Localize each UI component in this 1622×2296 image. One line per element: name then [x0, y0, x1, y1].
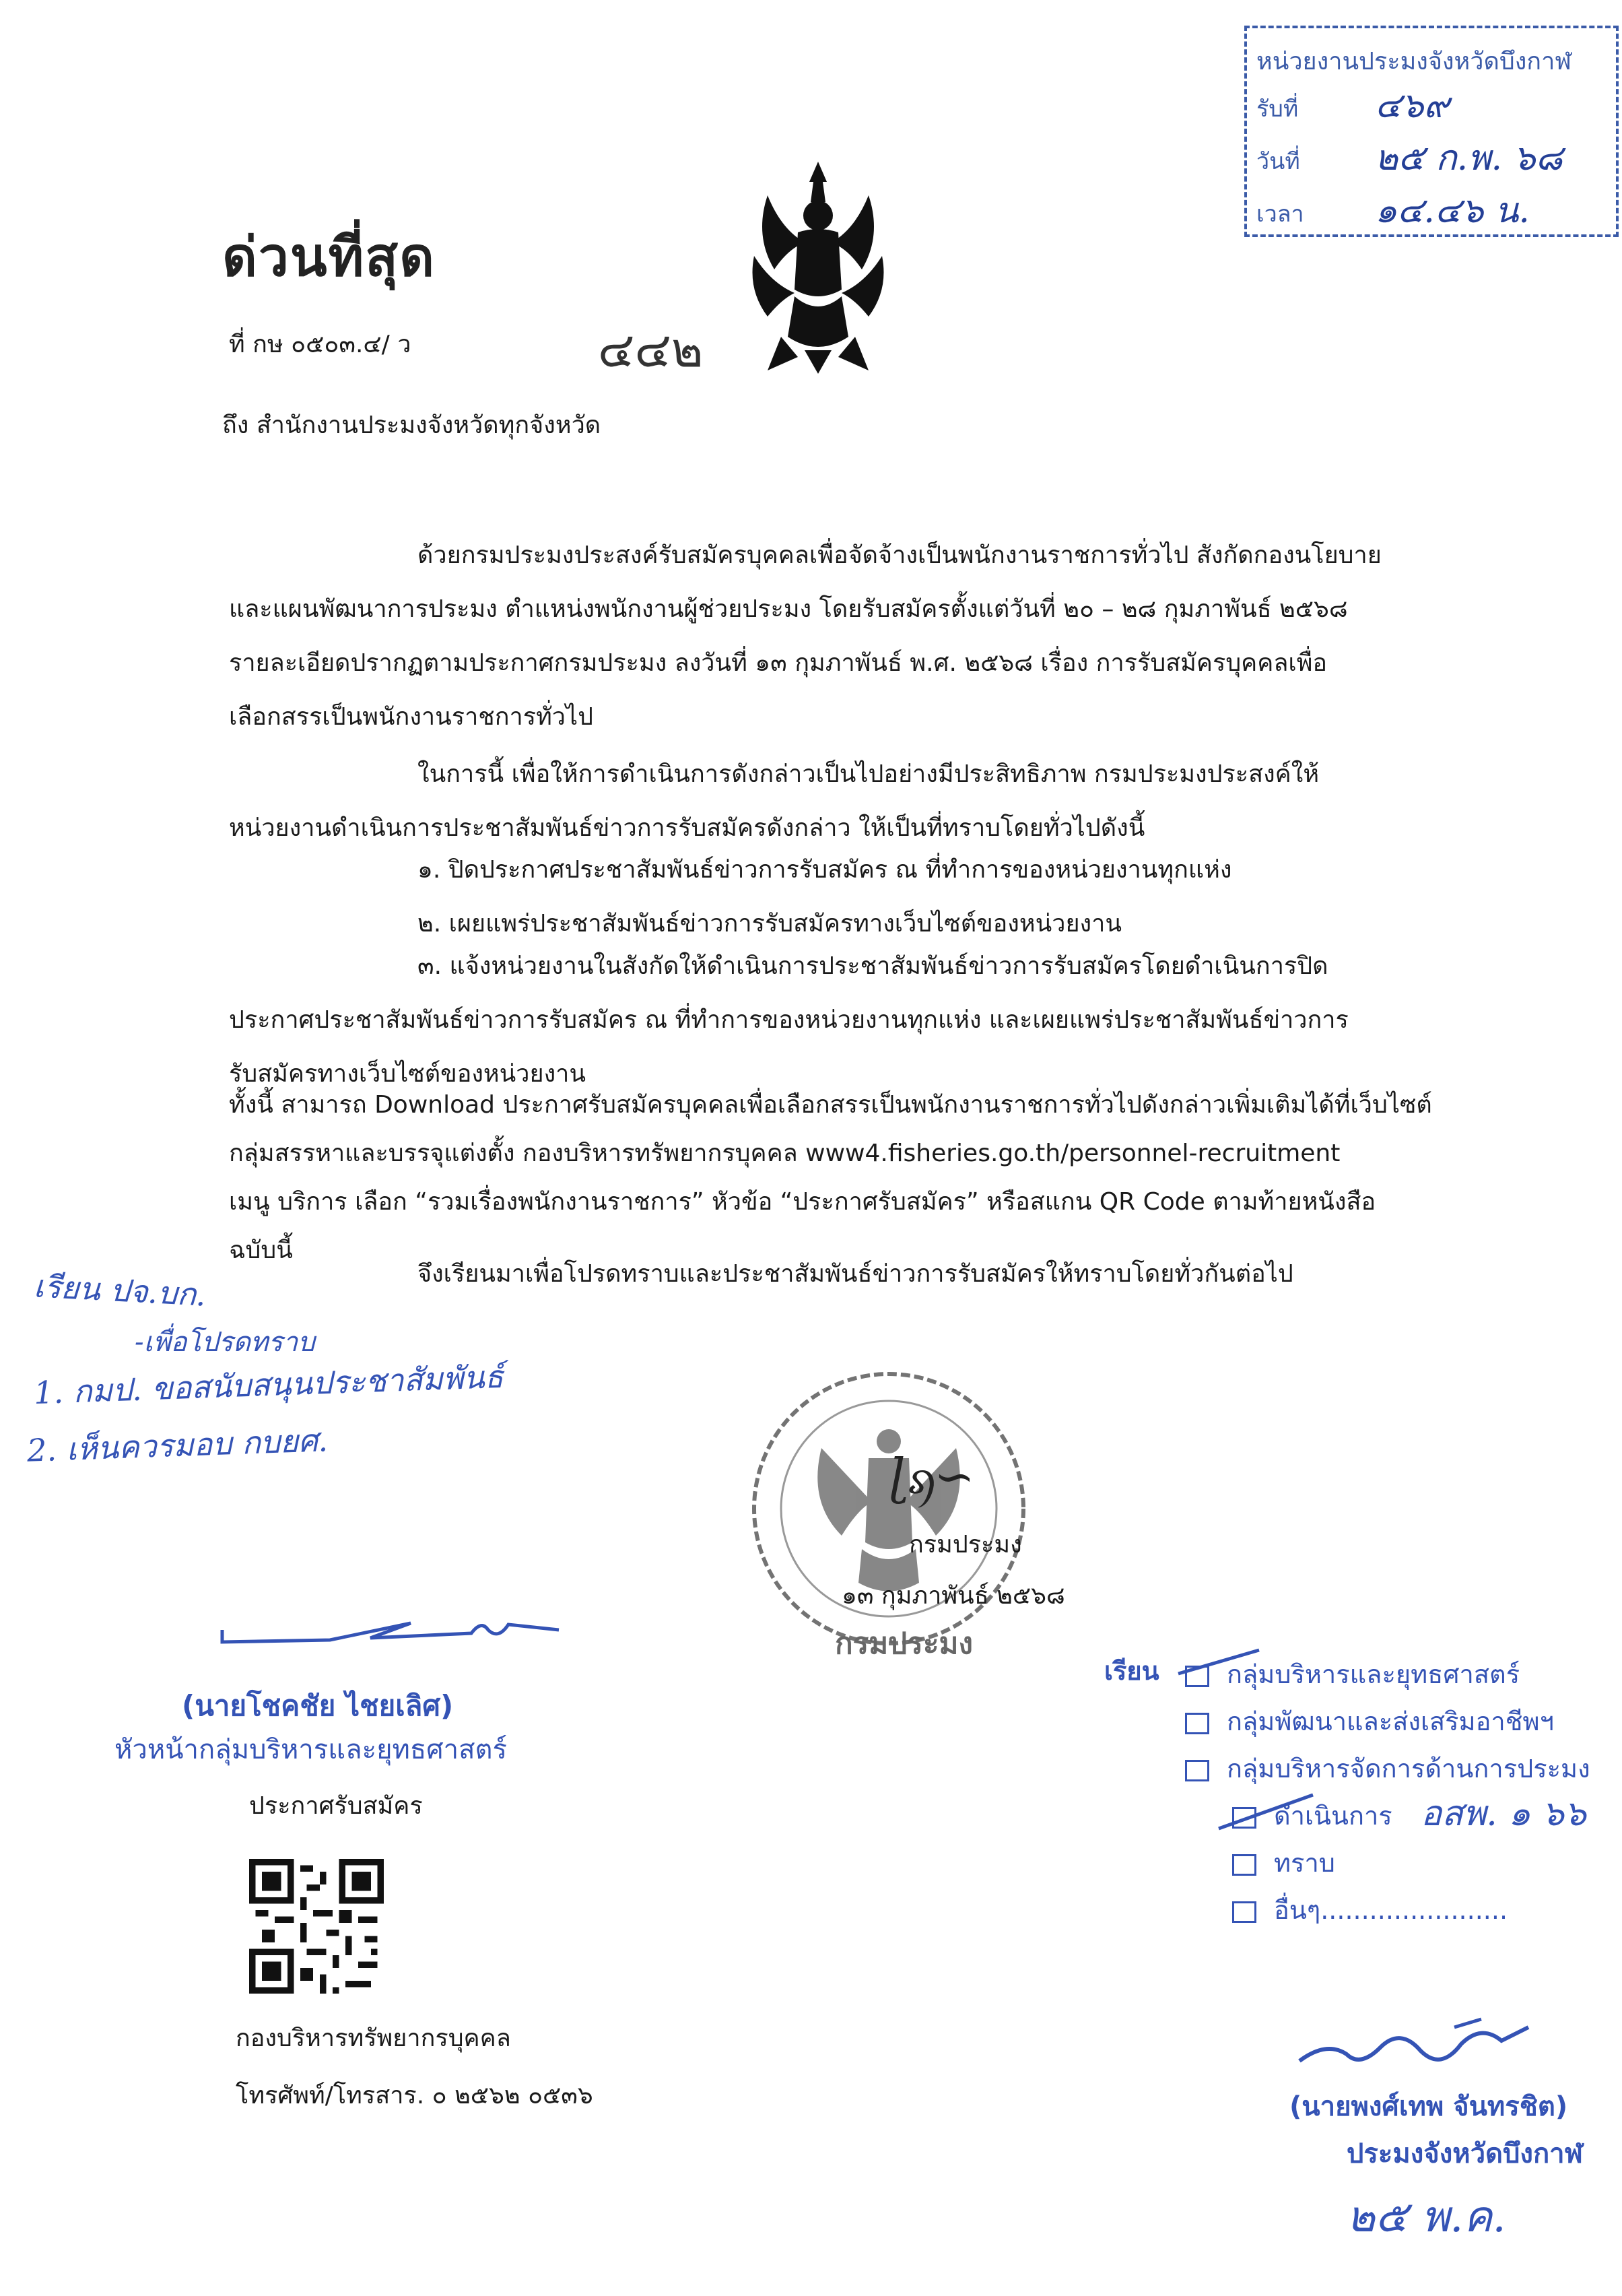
paragraph-3-line: กลุ่มสรรหาและบรรจุแต่งตั้ง กองบริหารทรัพยากรบุคคล www4.fisheries.go.th/personnel-recruitment	[229, 1140, 1341, 1167]
paragraph-1-line: เลือกสรรเป็นพนักงานราชการทั่วไป	[229, 703, 593, 731]
qr-code-icon[interactable]	[249, 1859, 384, 1994]
paragraph-1	[229, 529, 1481, 744]
stamp-date-label: วันที่	[1256, 148, 1300, 175]
document-number-text: ที่ กษ ๐๕๐๓.๔/ ว	[229, 331, 411, 358]
stamp-time-value: ๑๔.๔๖ น.	[1375, 191, 1530, 231]
issuing-department: กรมประมง	[909, 1531, 1022, 1559]
paragraph-2-line: ในการนี้ เพื่อให้การดำเนินการดังกล่าวเป็นไปอย่างมีประสิทธิภาพ กรมประมงประสงค์ให้	[417, 760, 1320, 788]
paragraph-2	[229, 748, 1481, 855]
checkbox-icon[interactable]	[1185, 1760, 1209, 1781]
right-signer-title: ประมงจังหวัดบึงกาฬ	[1347, 2138, 1583, 2169]
list-item-3-line: ประกาศประชาสัมพันธ์ข่าวการรับสมัคร ณ ที่ทำการของหน่วยงานทุกแห่ง และเผยแพร่ประชาสัมพันธ์ข่าวการ	[229, 1006, 1349, 1034]
routing-option-label: ทราบ	[1274, 1848, 1335, 1878]
footer-department: กองบริหารทรัพยากรบุคคล	[236, 2025, 511, 2052]
routing-option-label: กลุ่มบริหารจัดการด้านการประมง	[1227, 1754, 1590, 1783]
left-signer-title: หัวหน้ากลุ่มบริหารและยุทธศาสตร์	[114, 1734, 508, 1765]
list-item-3-line: ๓. แจ้งหน่วยงานในสังกัดให้ดำเนินการประชาสัมพันธ์ข่าวการรับสมัครโดยดำเนินการปิด	[417, 952, 1328, 980]
stamp-no-value: ๔๖๙	[1375, 86, 1450, 126]
routing-option-label: ดำเนินการ	[1274, 1801, 1392, 1831]
right-signer-name: (นายพงศ์เทพ จันทรชิต)	[1289, 2091, 1568, 2122]
handwritten-note-line-2: -เพื่อโปรดทราบ	[135, 1327, 315, 1358]
announcement-label: ประกาศรับสมัคร	[249, 1792, 423, 1820]
paragraph-3-line: เมนู บริการ เลือก “รวมเรื่องพนักงานราชการ” หัวข้อ “ประกาศรับสมัคร” หรือสแกน QR Code ตามท้ายหนังสือ	[229, 1188, 1376, 1216]
stamp-title: หน่วยงานประมงจังหวัดบึงกาฬ	[1256, 48, 1572, 75]
recipient-line: ถึง สำนักงานประมงจังหวัดทุกจังหวัด	[222, 412, 601, 439]
stamp-no-label: รับที่	[1256, 96, 1299, 123]
list-item-3	[229, 940, 1481, 1101]
issue-date: ๑๓ กุมภาพันธ์ ๒๕๖๘	[842, 1582, 1065, 1610]
garuda-emblem-icon	[741, 155, 896, 377]
handwritten-note-line-1: เรียน ปจ.บก.	[32, 1268, 207, 1313]
list-item-2: ๒. เผยแพร่ประชาสัมพันธ์ข่าวการรับสมัครทางเว็บไซต์ของหน่วยงาน	[417, 910, 1122, 938]
paragraph-1-line: และแผนพัฒนาการประมง ตำแหน่งพนักงานผู้ช่วยประมง โดยรับสมัครตั้งแต่วันที่ ๒๐ – ๒๘ กุมภาพันธ์ ๒๕๖๘	[229, 595, 1348, 623]
routing-to-label: เรียน	[1104, 1656, 1159, 1686]
paragraph-3-line: ฉบับนี้	[229, 1237, 293, 1264]
director-signature: ɭᦣ∽	[889, 1448, 975, 1505]
closing-line: จึงเรียนมาเพื่อโปรดทราบและประชาสัมพันธ์ข่าวการรับสมัครให้ทราบโดยทั่วกันต่อไป	[417, 1260, 1293, 1288]
urgency-label: ด่วนที่สุด	[222, 226, 436, 288]
handwritten-note-line-4: 2. เห็นควรมอบ กบยศ.	[26, 1422, 329, 1469]
paragraph-1-line: ด้วยกรมประมงประสงค์รับสมัครบุคคลเพื่อจัดจ้างเป็นพนักงานราชการทั่วไป สังกัดกองนโยบาย	[417, 542, 1382, 569]
checkmark-icon	[1212, 1788, 1320, 1835]
routing-option-other	[1232, 1889, 1508, 1930]
list-item-3-line: รับสมัครทางเว็บไซต์ของหน่วยงาน	[229, 1060, 586, 1088]
document-number	[229, 321, 704, 378]
paragraph-3-line: ทั้งนี้ สามารถ Download ประกาศรับสมัครบุคคลเพื่อเลือกสรรเป็นพนักงานราชการทั่วไปดังกล่าวเพิ่มเติมได้ที่เว็บไซต์	[229, 1091, 1432, 1119]
paragraph-2-line: หน่วยงานดำเนินการประชาสัมพันธ์ข่าวการรับสมัครดังกล่าว ให้เป็นที่ทราบโดยทั่วไปดังนี้	[229, 814, 1145, 842]
routing-option-management	[1185, 1748, 1590, 1789]
handwritten-note-line-3: 1. กมป. ขอสนับสนุนประชาสัมพันธ์	[33, 1358, 504, 1412]
seal-ring-text: กรมประมง	[835, 1627, 973, 1661]
right-signature	[1286, 2014, 1542, 2088]
routing-option-acknowledge	[1232, 1842, 1335, 1883]
receipt-stamp	[1244, 26, 1619, 237]
left-signer-name: (นายโชคชัย ไชยเลิศ)	[182, 1689, 454, 1722]
stamp-time-label: เวลา	[1256, 201, 1304, 228]
routing-option-label: กลุ่มบริหารและยุทธศาสตร์	[1227, 1660, 1520, 1689]
routing-option-development	[1185, 1701, 1554, 1742]
right-signer-date-handwritten: ๒๕ พ.ค.	[1347, 2192, 1506, 2242]
paragraph-1-line: รายละเอียดปรากฏตามประกาศกรมประมง ลงวันที่ ๑๓ กุมภาพันธ์ พ.ศ. ๒๕๖๘ เรื่อง การรับสมัครบุคคลเพื่อ	[229, 649, 1328, 677]
checkbox-icon[interactable]	[1232, 1854, 1256, 1876]
routing-option-label: กลุ่มพัฒนาและส่งเสริมอาชีพฯ	[1227, 1707, 1554, 1736]
paragraph-3	[229, 1081, 1481, 1275]
checkmark-icon	[1172, 1643, 1266, 1684]
routing-option-label: อื่นๆ.......................	[1274, 1895, 1508, 1925]
stamp-date-value: ๒๕ ก.พ. ๖๘	[1375, 138, 1563, 178]
routing-assign-handwritten: อสพ. ๑ ๖๖	[1421, 1794, 1586, 1834]
document-number-handwritten: ๔๔๒	[598, 321, 704, 378]
checkbox-icon[interactable]	[1232, 1901, 1256, 1923]
checkbox-icon[interactable]	[1185, 1713, 1209, 1734]
list-item-1: ๑. ปิดประกาศประชาสัมพันธ์ข่าวการรับสมัคร ณ ที่ทำการของหน่วยงานทุกแห่ง	[417, 856, 1232, 884]
left-signature	[215, 1603, 566, 1650]
footer-phone: โทรศัพท์/โทรสาร. ๐ ๒๕๖๒ ๐๕๓๖	[236, 2082, 593, 2109]
